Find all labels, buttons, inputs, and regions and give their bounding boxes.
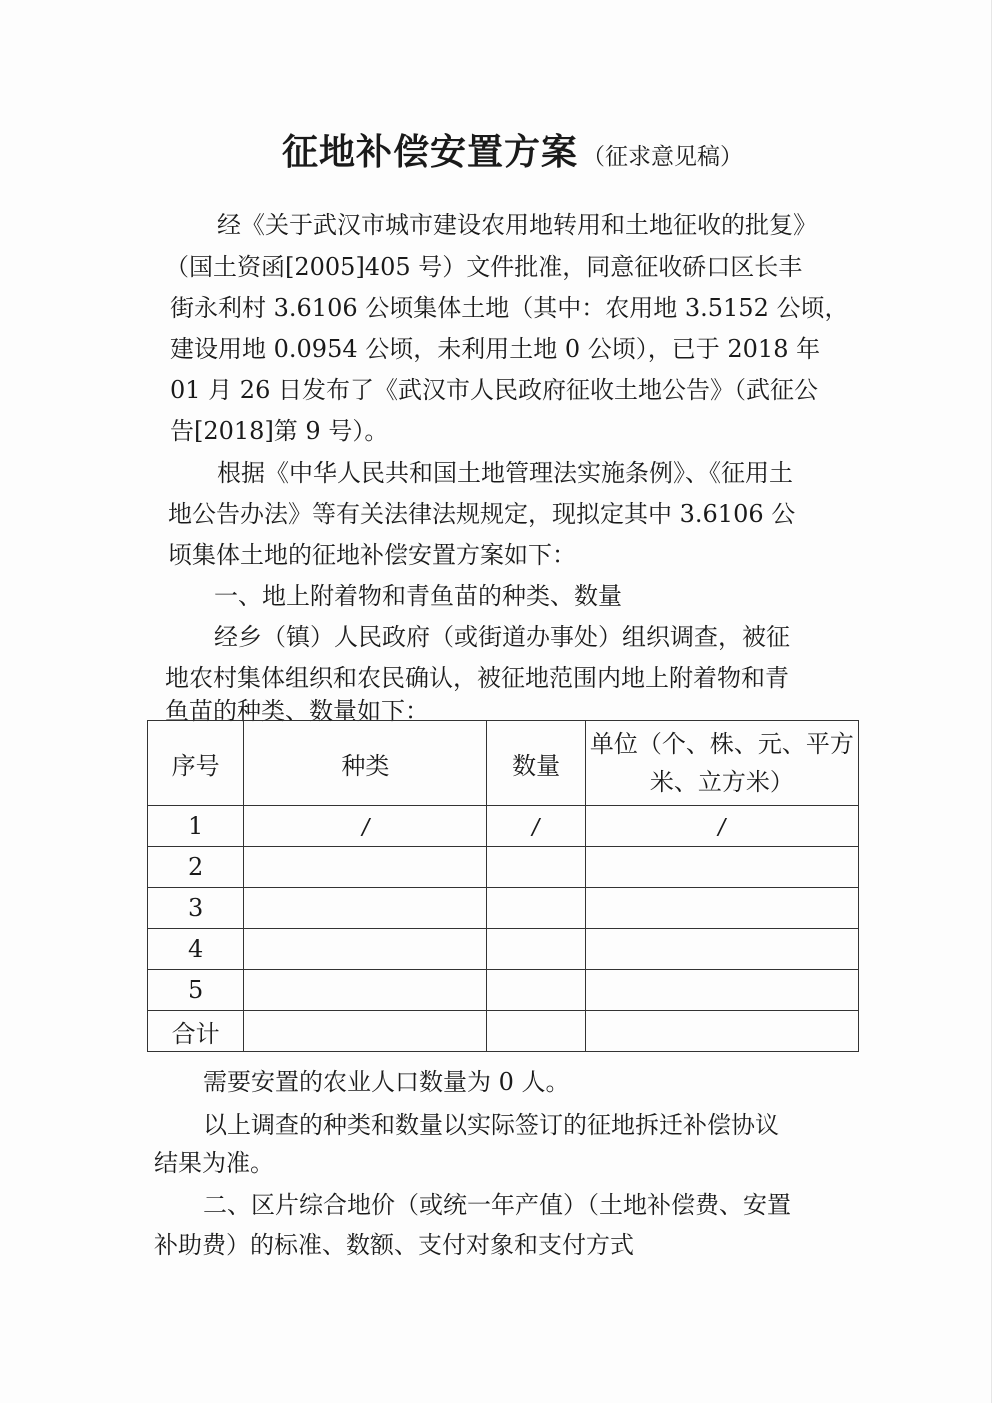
header-unit-line2: 米、立方米） — [649, 768, 794, 796]
table-row — [148, 847, 859, 888]
para-line: 经《关于武汉市城市建设农用地转用和土地征收的批复》 — [217, 211, 817, 239]
para-line: 鱼苗的种类、数量如下： — [165, 697, 429, 725]
header-seq: 序号 — [148, 721, 244, 806]
para-line: 以上调查的种类和数量以实际签订的征地拆迁补偿协议 — [203, 1111, 779, 1139]
cell-unit — [585, 1011, 858, 1052]
cell-unit — [585, 929, 858, 970]
cell-seq: 2 — [148, 847, 244, 888]
para-line: 街永利村 3.6106 公顷集体土地（其中：农用地 3.5152 公顷， — [170, 294, 849, 322]
header-qty: 数量 — [487, 721, 585, 806]
para-line: 顷集体土地的征地补偿安置方案如下： — [168, 541, 576, 569]
cell-kind-value: / — [359, 815, 372, 840]
table-row — [148, 806, 859, 847]
cell-kind — [244, 847, 487, 888]
cell-qty — [487, 929, 585, 970]
document-title — [282, 124, 743, 175]
cell-kind — [244, 929, 487, 970]
para-line: （国土资函[2005]405 号）文件批准，同意征收硚口区长丰 — [165, 253, 803, 281]
cell-qty — [487, 888, 585, 929]
header-unit-line1: 单位（个、株、元、平方 — [589, 730, 854, 758]
cell-qty — [487, 806, 585, 847]
cell-seq: 合计 — [148, 1011, 244, 1052]
cell-qty-value: / — [530, 815, 543, 840]
header-kind: 种类 — [244, 721, 487, 806]
para-line: 地公告办法》等有关法律法规规定，现拟定其中 3.6106 公 — [168, 500, 796, 528]
header-unit — [585, 721, 858, 806]
para-line: 经乡（镇）人民政府（或街道办事处）组织调查，被征 — [214, 623, 790, 651]
cell-qty — [487, 970, 585, 1011]
cell-seq: 4 — [148, 929, 244, 970]
cell-unit — [585, 888, 858, 929]
para-line: 建设用地 0.0954 公顷，未利用土地 0 公顷），已于 2018 年 — [170, 335, 821, 363]
cell-qty — [487, 847, 585, 888]
table-header-row — [148, 721, 859, 806]
cell-kind — [244, 888, 487, 929]
title-draft-note: （征求意见稿） — [582, 144, 744, 170]
section-heading-2: 二、区片综合地价（或统一年产值）（土地补偿费、安置 — [203, 1191, 791, 1219]
cell-unit-value: / — [715, 815, 728, 840]
para-line: 地农村集体组织和农民确认，被征地范围内地上附着物和青 — [165, 664, 789, 692]
table-row — [148, 970, 859, 1011]
cell-seq: 3 — [148, 888, 244, 929]
cell-kind — [244, 806, 487, 847]
cell-qty — [487, 1011, 585, 1052]
table-row — [148, 888, 859, 929]
cell-unit — [585, 970, 858, 1011]
para-line: 告[2018]第 9 号）。 — [170, 417, 389, 445]
para-line: 补助费）的标准、数额、支付对象和支付方式 — [154, 1231, 634, 1259]
attachments-table — [147, 720, 859, 1052]
cell-kind — [244, 970, 487, 1011]
cell-kind — [244, 1011, 487, 1052]
table-row — [148, 929, 859, 970]
cell-unit — [585, 806, 858, 847]
cell-seq: 1 — [148, 806, 244, 847]
para-line: 01 月 26 日发布了《武汉市人民政府征收土地公告》（武征公 — [170, 376, 818, 404]
cell-seq: 5 — [148, 970, 244, 1011]
para-line: 结果为准。 — [154, 1149, 274, 1177]
section-heading-1: 一、地上附着物和青鱼苗的种类、数量 — [214, 582, 622, 610]
title-main: 征地补偿安置方案 — [282, 132, 579, 173]
cell-unit — [585, 847, 858, 888]
para-line: 需要安置的农业人口数量为 0 人。 — [203, 1068, 570, 1096]
para-line: 根据《中华人民共和国土地管理法实施条例》、《征用土 — [217, 459, 793, 487]
table-row-total — [148, 1011, 859, 1052]
